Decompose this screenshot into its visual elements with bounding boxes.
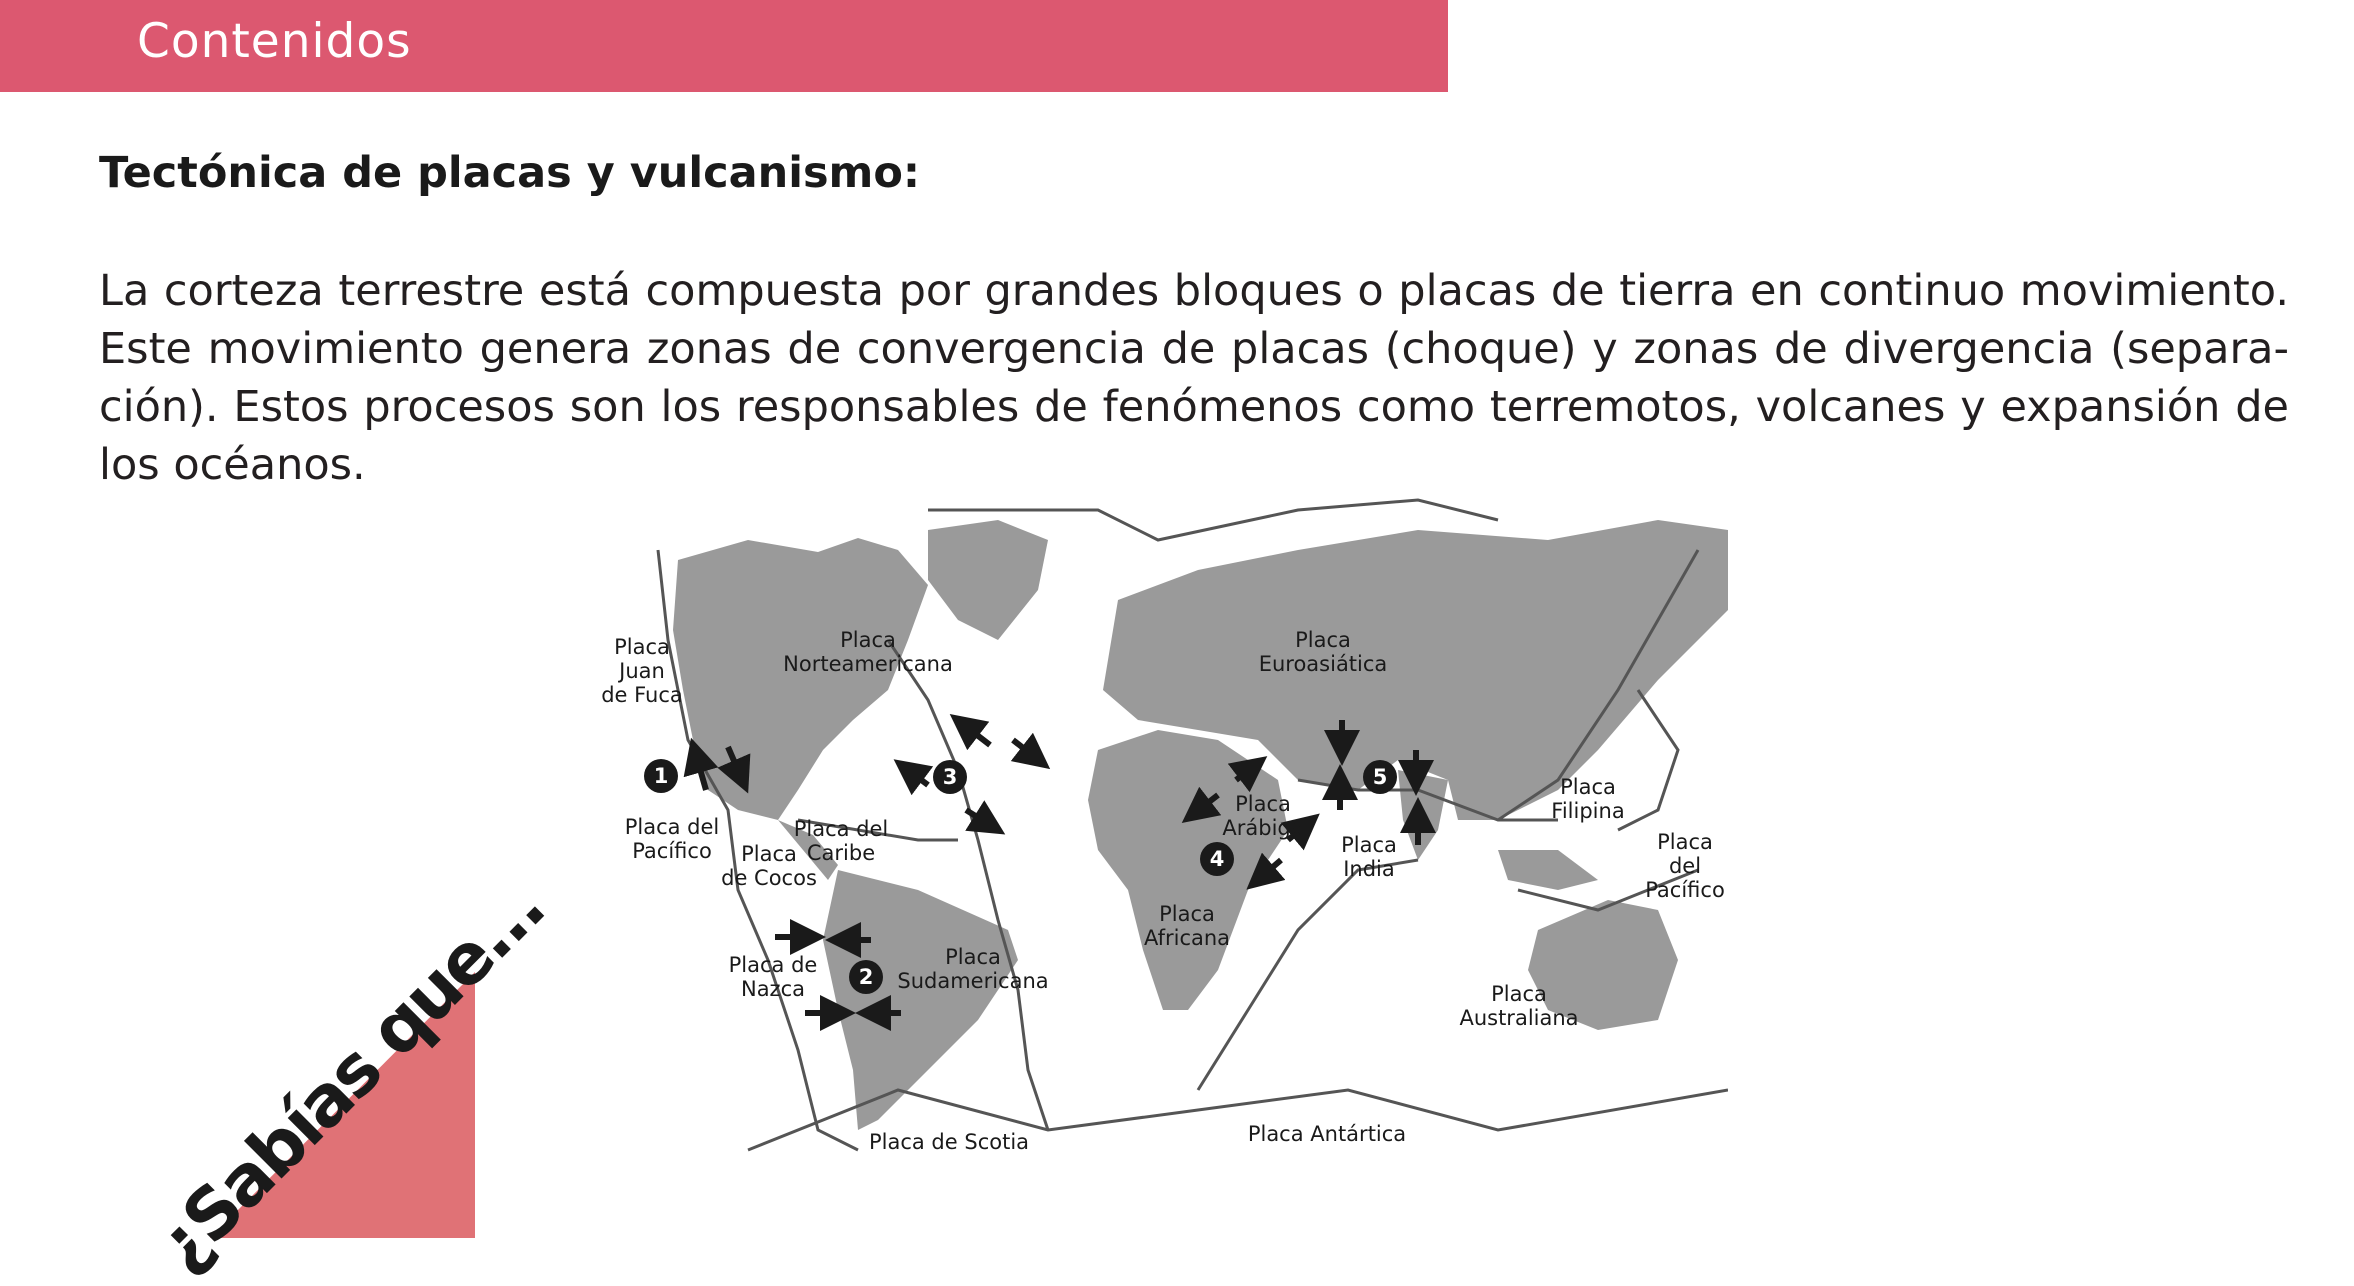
marker-5: 5 <box>1363 760 1397 794</box>
marker-2: 2 <box>849 960 883 994</box>
label-australiana: Placa Australiana <box>1459 982 1579 1030</box>
sabias-que-text: ¿Sabías que... <box>140 866 560 1286</box>
marker-1: 1 <box>644 759 678 793</box>
label-scotia: Placa de Scotia <box>868 1130 1030 1154</box>
label-india: Placa India <box>1341 833 1397 881</box>
section-body-text: La corteza terrestre está compuesta por grandes bloques o placas de tierra en continuo movimiento. Este movimiento genera zonas de convergencia de placas (choque) y zonas de divergencia (separa-ción). Estos procesos son los responsables de fenómenos como terremotos, volcanes y expansión de los océanos. <box>99 266 2289 490</box>
label-antartica: Placa Antártica <box>1247 1122 1407 1146</box>
marker-4: 4 <box>1200 842 1234 876</box>
marker-3: 3 <box>933 760 967 794</box>
label-sudamericana: Placa Sudamericana <box>897 945 1049 993</box>
section-title: Tectónica de placas y vulcanismo: <box>99 148 921 198</box>
label-pacifico-east: Placa del Pacífico <box>1645 830 1725 902</box>
label-euroasiatica: Placa Euroasiática <box>1258 628 1388 676</box>
label-nazca: Placa de Nazca <box>728 953 818 1001</box>
label-arabiga: Placa Arábiga <box>1222 792 1304 840</box>
label-caribe: Placa del Caribe <box>793 817 889 865</box>
label-filipina: Placa Filipina <box>1551 775 1625 823</box>
label-pacifico-west: Placa del Pacífico <box>624 815 720 863</box>
label-norteamericana: Placa Norteamericana <box>783 628 953 676</box>
label-cocos: Placa de Cocos <box>721 842 817 890</box>
label-juan-de-fuca: Placa Juan de Fuca <box>601 635 683 707</box>
header-title: Contenidos <box>137 14 412 69</box>
label-africana: Placa Africana <box>1143 902 1231 950</box>
